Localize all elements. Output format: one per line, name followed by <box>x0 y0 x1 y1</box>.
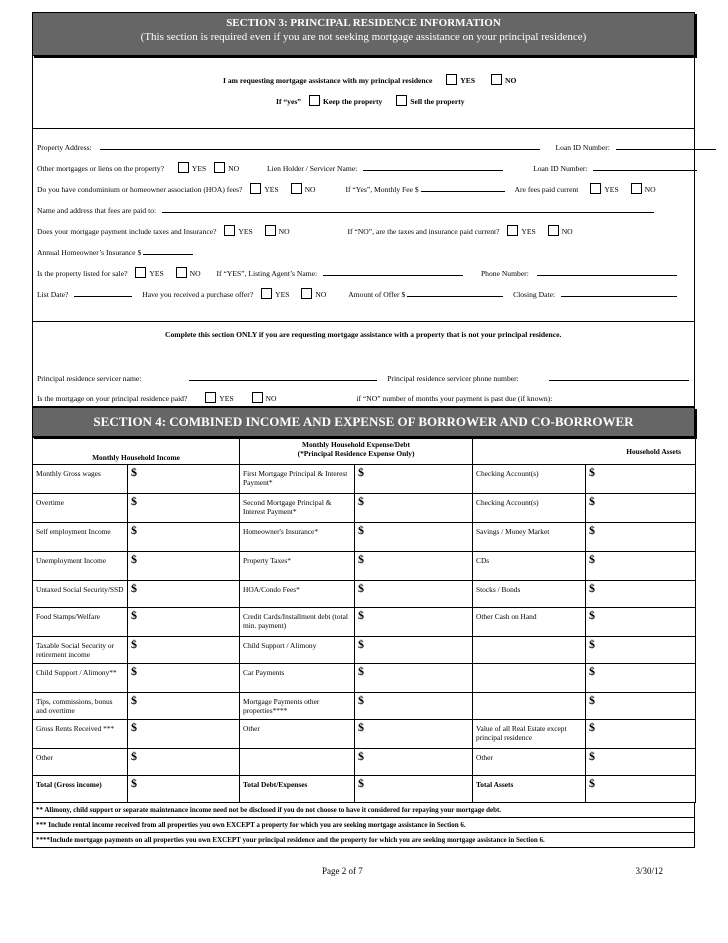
other-mortgages-no-checkbox[interactable] <box>214 162 225 173</box>
expense-label: Credit Cards/Installment debt (total min. payment) <box>240 608 355 637</box>
expense-amount-field[interactable]: $ <box>355 749 473 776</box>
yes-label: YES <box>219 394 234 403</box>
listing-agent-field[interactable] <box>323 267 463 276</box>
annual-insurance-field[interactable] <box>143 246 193 255</box>
asset-amount-field[interactable]: $ <box>586 608 696 637</box>
assets-header: Household Assets <box>473 438 696 465</box>
no-label: NO <box>278 227 290 236</box>
expense-header <box>240 438 473 465</box>
loan-id-field-2[interactable] <box>593 162 697 171</box>
taxes-current-label: If “NO”, are the taxes and insurance paid current? <box>347 227 500 236</box>
footnote-mortgage: ****Include mortgage payments on all properties you own EXCEPT your principal residence and the property for which you are seeking mortgage assistance in Section 6. <box>33 832 694 847</box>
table-row <box>33 720 696 749</box>
income-amount-field[interactable]: $ <box>128 465 240 494</box>
expense-label: Property Taxes* <box>240 552 355 581</box>
expense-amount-field[interactable]: $ <box>355 552 473 581</box>
table-row <box>33 693 696 720</box>
expense-label: First Mortgage Principal & Interest Payment* <box>240 465 355 494</box>
asset-label <box>473 637 586 664</box>
asset-amount-field[interactable]: $ <box>586 693 696 720</box>
asset-label: Stocks / Bonds <box>473 581 586 608</box>
asset-label: Other Cash on Hand <box>473 608 586 637</box>
no-label: NO <box>304 185 316 194</box>
pr-phone-label: Principal residence servicer phone number: <box>387 374 519 383</box>
fees-current-yes-checkbox[interactable] <box>590 183 601 194</box>
loan-id-label-2: Loan ID Number: <box>533 164 588 173</box>
expense-label: Second Mortgage Principal & Interest Payment* <box>240 494 355 523</box>
offer-yes-checkbox[interactable] <box>261 288 272 299</box>
income-label: Child Support / Alimony** <box>33 664 128 693</box>
loan-id-field[interactable] <box>616 141 716 150</box>
taxes-included-no-checkbox[interactable] <box>265 225 276 236</box>
asset-label: Checking Account(s) <box>473 494 586 523</box>
income-label: Self employment Income <box>33 523 128 552</box>
pr-paid-label: Is the mortgage on your principal residence paid? <box>37 394 188 403</box>
no-label: NO <box>189 269 201 278</box>
yes-label: YES <box>604 185 619 194</box>
yes-label: YES <box>460 76 476 85</box>
expense-label: Car Payments <box>240 664 355 693</box>
asset-amount-field[interactable]: $ <box>586 552 696 581</box>
income-label: Taxable Social Security or retirement income <box>33 637 128 664</box>
pr-paid-yes-checkbox[interactable] <box>205 392 216 403</box>
lien-holder-field[interactable] <box>363 162 503 171</box>
taxes-included-yes-checkbox[interactable] <box>224 225 235 236</box>
section4-title: SECTION 4: COMBINED INCOME AND EXPENSE OF BORROWER AND CO-BORROWER <box>93 414 634 429</box>
table-row <box>33 608 696 637</box>
income-label: Monthly Gross wages <box>33 465 128 494</box>
months-past-due-label: if “NO” number of months your payment is past due (if known): <box>356 394 553 403</box>
footnote-rental: *** Include rental income received from all properties you own EXCEPT a property for which you are seeking mortgage assistance in Section 6. <box>33 817 694 832</box>
expense-label: Child Support / Alimony <box>240 637 355 664</box>
asset-label: CDs <box>473 552 586 581</box>
list-date-label: List Date? <box>37 290 69 299</box>
asset-label <box>473 664 586 693</box>
section3-title: SECTION 3: PRINCIPAL RESIDENCE INFORMATION <box>226 17 501 29</box>
agent-phone-label: Phone Number: <box>480 269 529 278</box>
monthly-fee-field[interactable] <box>421 183 505 192</box>
asset-label: Other <box>473 749 586 776</box>
income-amount-field[interactable]: $ <box>128 581 240 608</box>
agent-phone-field[interactable] <box>537 267 677 276</box>
section3-header <box>32 12 695 56</box>
no-label: NO <box>504 76 517 85</box>
income-label: Gross Rents Received *** <box>33 720 128 749</box>
requesting-assistance-label: I am requesting mortgage assistance with my principal residence <box>223 76 433 85</box>
income-amount-field[interactable]: $ <box>128 664 240 693</box>
expense-amount-field[interactable]: $ <box>355 664 473 693</box>
income-amount-field[interactable]: $ <box>128 608 240 637</box>
listed-no-checkbox[interactable] <box>176 267 187 278</box>
page-number: Page 2 of 7 <box>322 866 363 876</box>
no-label: NO <box>228 164 240 173</box>
footnotes <box>32 803 695 848</box>
income-amount-field[interactable]: $ <box>128 693 240 720</box>
listed-for-sale-label: Is the property listed for sale? <box>37 269 128 278</box>
hoa-fees-label: Do you have condominium or homeowner association (HOA) fees? <box>37 185 243 194</box>
complete-only-note: Complete this section ONLY if you are requesting mortgage assistance with a property that is not your principal residence. <box>165 330 562 339</box>
other-mortgages-yes-checkbox[interactable] <box>178 162 189 173</box>
monthly-fee-label: If “Yes”, Monthly Fee $ <box>345 185 419 194</box>
fees-paid-to-field[interactable] <box>162 204 654 213</box>
income-label: Food Stamps/Welfare <box>33 608 128 637</box>
expense-amount-field[interactable]: $ <box>355 693 473 720</box>
table-row <box>33 494 696 523</box>
yes-label: YES <box>275 290 290 299</box>
income-amount-field[interactable]: $ <box>128 637 240 664</box>
income-amount-field[interactable]: $ <box>128 494 240 523</box>
form-page <box>32 12 695 848</box>
keep-property-label: Keep the property <box>323 97 383 106</box>
table-row <box>33 776 696 803</box>
asset-label <box>473 693 586 720</box>
property-address-label: Property Address: <box>37 143 92 152</box>
expense-label: Mortgage Payments other properties**** <box>240 693 355 720</box>
table-row <box>33 637 696 664</box>
income-label: Overtime <box>33 494 128 523</box>
sell-property-checkbox[interactable] <box>396 95 407 106</box>
pr-paid-no-checkbox[interactable] <box>252 392 263 403</box>
expense-amount-field[interactable]: $ <box>355 720 473 749</box>
section4-header <box>32 407 695 437</box>
yes-label: YES <box>238 227 253 236</box>
no-label: NO <box>315 290 327 299</box>
asset-label: Checking Account(s) <box>473 465 586 494</box>
other-mortgages-label: Other mortgages or liens on the property? <box>37 164 164 173</box>
fees-paid-to-label: Name and address that fees are paid to: <box>37 206 157 215</box>
taxes-included-label: Does your mortgage payment include taxes and Insurance? <box>37 227 217 236</box>
expense-header-title: Monthly Household Expense/Debt <box>302 440 411 449</box>
expense-amount-field[interactable]: $ <box>355 465 473 494</box>
lien-holder-label: Lien Holder / Servicer Name: <box>267 164 358 173</box>
expense-amount-field[interactable]: $ <box>355 608 473 637</box>
keep-property-checkbox[interactable] <box>309 95 320 106</box>
table-row <box>33 581 696 608</box>
yes-label: YES <box>264 185 279 194</box>
expense-amount-field[interactable]: $ <box>355 581 473 608</box>
expense-amount-field[interactable]: $ <box>355 494 473 523</box>
listed-yes-checkbox[interactable] <box>135 267 146 278</box>
expense-label: HOA/Condo Fees* <box>240 581 355 608</box>
asset-amount-field[interactable]: $ <box>586 523 696 552</box>
expense-header-subtitle: (*Principal Residence Expense Only) <box>297 449 415 458</box>
closing-date-field[interactable] <box>561 288 677 297</box>
no-label: NO <box>265 394 277 403</box>
income-label: Total (Gross income) <box>33 776 128 803</box>
fees-current-label: Are fees paid current <box>514 185 579 194</box>
asset-label: Savings / Money Market <box>473 523 586 552</box>
no-label: NO <box>644 185 656 194</box>
table-row <box>33 552 696 581</box>
table-row <box>33 749 696 776</box>
income-label: Unemployment Income <box>33 552 128 581</box>
asset-label: Value of all Real Estate except principal residence <box>473 720 586 749</box>
yes-label: YES <box>149 269 164 278</box>
asset-amount-field[interactable]: $ <box>586 494 696 523</box>
residence-request-box <box>32 56 695 129</box>
fees-current-no-checkbox[interactable] <box>631 183 642 194</box>
asset-label: Total Assets <box>473 776 586 803</box>
income-label: Other <box>33 749 128 776</box>
table-row <box>33 523 696 552</box>
hoa-no-checkbox[interactable] <box>291 183 302 194</box>
expense-label: Total Debt/Expenses <box>240 776 355 803</box>
asset-amount-field[interactable]: $ <box>586 720 696 749</box>
income-amount-field[interactable]: $ <box>128 720 240 749</box>
income-label: Tips, commissions, bonus and overtime <box>33 693 128 720</box>
property-details-box <box>32 129 695 322</box>
yes-label: YES <box>521 227 536 236</box>
purchase-offer-label: Have you received a purchase offer? <box>142 290 254 299</box>
expense-label: Homeowner's Insurance* <box>240 523 355 552</box>
table-row <box>33 465 696 494</box>
listing-agent-label: If “YES”, Listing Agent’s Name: <box>216 269 318 278</box>
sell-property-label: Sell the property <box>410 97 465 106</box>
yes-label: YES <box>191 164 207 173</box>
income-amount-field[interactable]: $ <box>128 776 240 803</box>
expense-label <box>240 749 355 776</box>
requesting-no-checkbox[interactable] <box>491 74 502 85</box>
section3-subtitle: (This section is required even if you are not seeking mortgage assistance on your principal residence) <box>140 31 587 43</box>
asset-amount-field[interactable]: $ <box>586 664 696 693</box>
income-amount-field[interactable]: $ <box>128 523 240 552</box>
pr-phone-field[interactable] <box>549 372 689 381</box>
other-property-box <box>32 322 695 407</box>
list-date-field[interactable] <box>74 288 132 297</box>
asset-amount-field[interactable]: $ <box>586 465 696 494</box>
income-header: Monthly Household Income <box>33 438 240 465</box>
closing-date-label: Closing Date: <box>513 290 556 299</box>
income-amount-field[interactable]: $ <box>128 749 240 776</box>
asset-amount-field[interactable]: $ <box>586 581 696 608</box>
amount-offer-label: Amount of Offer $ <box>348 290 406 299</box>
asset-amount-field[interactable]: $ <box>586 776 696 803</box>
offer-no-checkbox[interactable] <box>301 288 312 299</box>
taxes-current-yes-checkbox[interactable] <box>507 225 518 236</box>
revision-date: 3/30/12 <box>635 866 663 876</box>
pr-servicer-label: Principal residence servicer name: <box>37 374 142 383</box>
annual-insurance-label: Annual Homeowner’s Insurance $ <box>37 248 142 257</box>
income-amount-field[interactable]: $ <box>128 552 240 581</box>
hoa-yes-checkbox[interactable] <box>250 183 261 194</box>
amount-offer-field[interactable] <box>407 288 503 297</box>
income-expense-table <box>32 437 696 803</box>
expense-amount-field[interactable]: $ <box>355 776 473 803</box>
expense-amount-field[interactable]: $ <box>355 523 473 552</box>
pr-servicer-field[interactable] <box>189 372 377 381</box>
no-label: NO <box>561 227 573 236</box>
expense-amount-field[interactable]: $ <box>355 637 473 664</box>
if-yes-label: If “yes” <box>276 97 302 106</box>
property-address-field[interactable] <box>100 141 540 150</box>
income-label: Untaxed Social Security/SSD <box>33 581 128 608</box>
asset-amount-field[interactable]: $ <box>586 637 696 664</box>
table-row <box>33 664 696 693</box>
footnote-alimony: ** Alimony, child support or separate maintenance income need not be disclosed if you do not choose to have it considered for repaying your mortgage debt. <box>36 806 502 814</box>
expense-label: Other <box>240 720 355 749</box>
loan-id-label: Loan ID Number: <box>555 143 610 152</box>
asset-amount-field[interactable]: $ <box>586 749 696 776</box>
requesting-yes-checkbox[interactable] <box>446 74 457 85</box>
taxes-current-no-checkbox[interactable] <box>548 225 559 236</box>
